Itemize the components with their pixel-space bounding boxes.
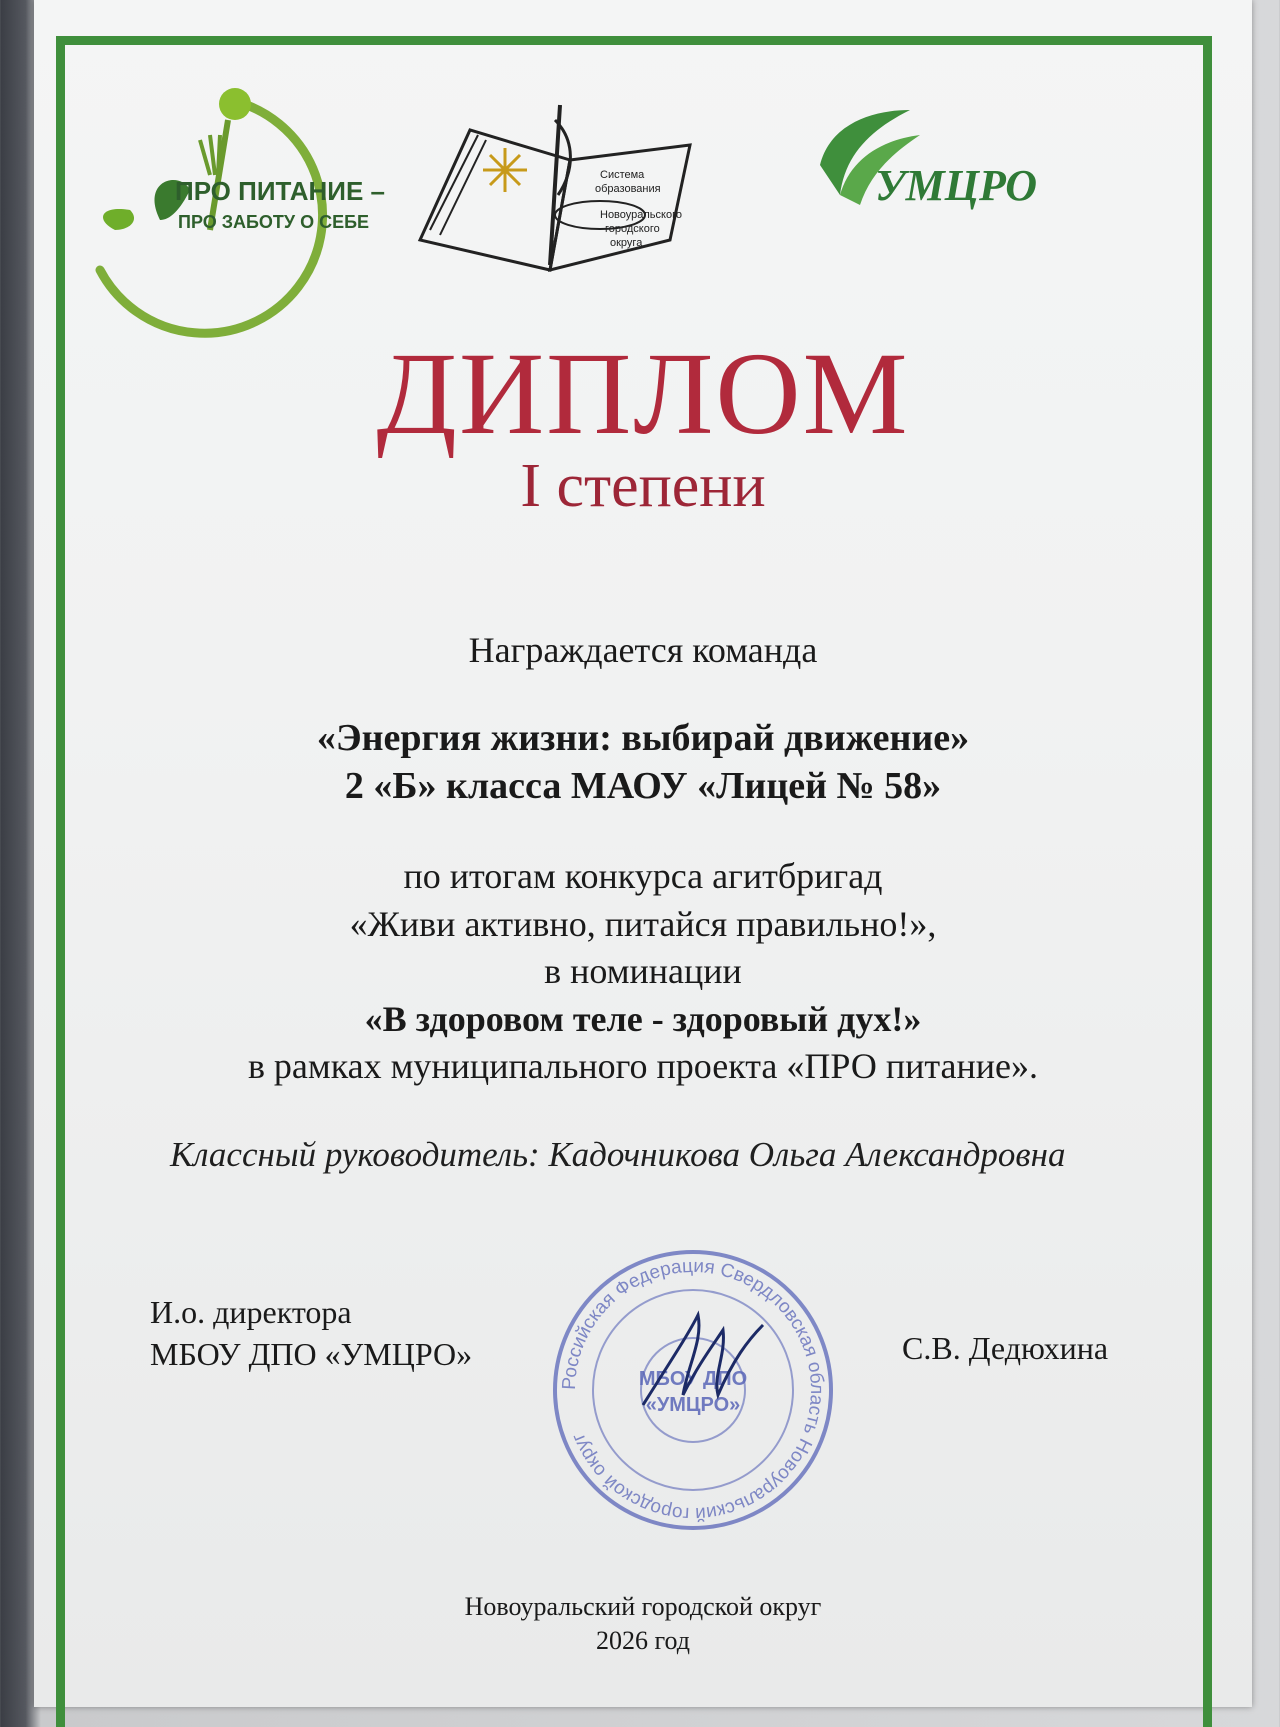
diploma-degree: I степени [520, 452, 766, 520]
stamp-center-line1: МБОУ ДПО [638, 1368, 748, 1390]
class-teacher: Классный руководитель: Кадочникова Ольга Александровна [170, 1135, 1066, 1174]
food-logo-line1: ПРО ПИТАНИЕ – [175, 176, 386, 206]
footer-year: 2026 год [596, 1625, 690, 1655]
book-logo-line5: округа [610, 237, 643, 249]
reason-line2: «Живи активно, питайся правильно!», [349, 903, 937, 944]
footer-place: Новоуральский городской округ [464, 1592, 822, 1621]
book-logo-line3: Новоуральского [600, 209, 682, 221]
awarded-text: Награждается команда [468, 630, 818, 670]
official-stamp [548, 1245, 838, 1535]
pro-pitanie-logo [60, 80, 386, 320]
stamp-center-line2: «УМЦРО» [645, 1394, 741, 1416]
team-name: «Энергия жизни: выбирай движение» [316, 717, 970, 759]
book-logo-line2: образования [595, 183, 661, 195]
umcro-logo-text: УМЦРО [875, 161, 1038, 210]
team-block [34, 715, 1252, 810]
award-reason [34, 853, 1252, 1091]
director-role [150, 1292, 472, 1375]
reason-line3: в номинации [544, 951, 742, 992]
footer [34, 1590, 1252, 1658]
food-logo-line2: ПРО ЗАБОТУ О СЕБЕ [178, 212, 370, 232]
director-role-line1: И.о. директора [150, 1294, 352, 1330]
nomination-title: «В здоровом теле - здоровый дух!» [364, 998, 922, 1039]
director-role-line2: МБОУ ДПО «УМЦРО» [150, 1335, 473, 1372]
stamp-outer-text: Российская Федерация Свердловская область Новоуральский городской округ [558, 1255, 828, 1525]
umcro-logo [800, 105, 1070, 225]
book-logo-line4: городского [605, 223, 660, 235]
team-class: 2 «Б» класса МАОУ «Лицей № 58» [344, 764, 942, 807]
signer-name: С.В. Дедюхина [902, 1330, 1109, 1366]
reason-line1: по итогам конкурса агитбригад [403, 856, 883, 896]
reason-line5: в рамках муниципального проекта «ПРО питание». [247, 1046, 1039, 1087]
book-emblem-logo [400, 100, 740, 280]
diploma-title: ДИПЛОМ [376, 328, 910, 459]
book-logo-line1: Система [600, 169, 645, 181]
